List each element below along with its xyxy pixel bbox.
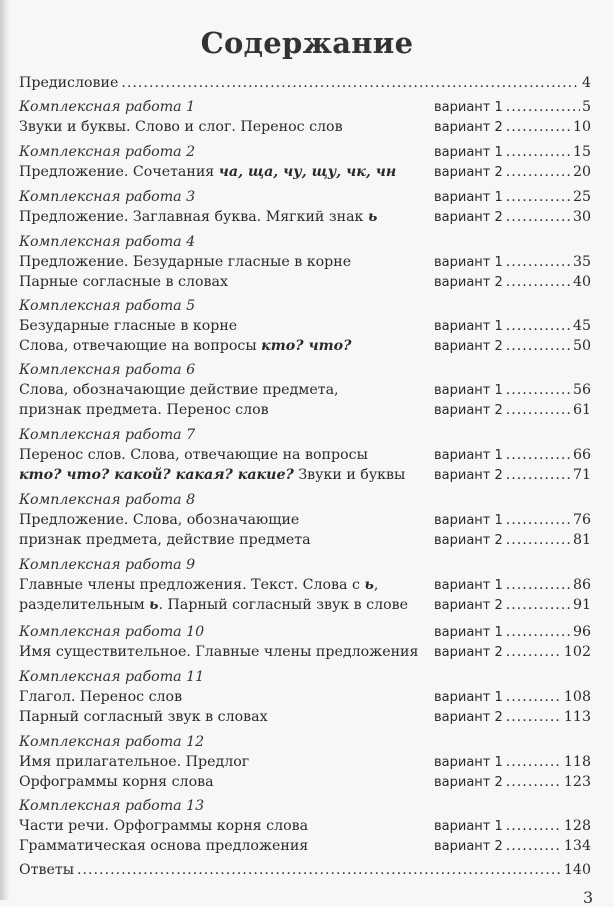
variant-page-ref[interactable] xyxy=(434,188,591,207)
toc-entry-page: 5 xyxy=(581,99,591,115)
toc-entry-page: 56 xyxy=(572,382,591,398)
toc-entry-page: 134 xyxy=(563,838,591,854)
variant-label: вариант 1 xyxy=(434,100,503,115)
variant-page-ref[interactable] xyxy=(434,466,591,485)
topic-text: . Парный согласный звук в слове xyxy=(158,597,409,613)
toc-entry-page: 113 xyxy=(563,709,591,725)
toc-work-heading[interactable] xyxy=(19,233,591,252)
toc-entry-line[interactable] xyxy=(19,837,591,856)
variant-label: вариант 2 xyxy=(434,120,503,135)
toc-entry-page: 10 xyxy=(572,119,591,135)
toc-entry-line[interactable] xyxy=(19,337,591,356)
leader-dots xyxy=(506,446,571,465)
toc-entry-line[interactable] xyxy=(19,511,591,530)
variant-page-ref[interactable] xyxy=(434,163,591,182)
variant-label: вариант 1 xyxy=(434,190,503,205)
toc-entry-page: 71 xyxy=(572,467,591,483)
toc-entry-topic xyxy=(19,337,351,356)
toc-entry-line[interactable] xyxy=(19,643,591,662)
variant-page-ref[interactable] xyxy=(434,688,591,707)
leader-dots xyxy=(506,466,571,485)
topic-text: Перенос слов. Слова, отвечающие на вопросы xyxy=(19,447,368,463)
topic-text: Звуки и буквы xyxy=(293,467,406,483)
leader-dots xyxy=(77,861,562,880)
toc-entry-topic xyxy=(19,643,418,662)
variant-label: вариант 1 xyxy=(434,255,503,270)
toc-work-heading[interactable] xyxy=(19,668,591,687)
variant-page-ref[interactable] xyxy=(434,253,591,272)
variant-label: вариант 2 xyxy=(434,645,503,660)
variant-label: вариант 2 xyxy=(434,598,503,613)
variant-label: вариант 2 xyxy=(434,339,503,354)
variant-label: вариант 1 xyxy=(434,383,503,398)
leader-dots xyxy=(506,643,562,662)
toc-entry-page: 96 xyxy=(572,624,591,640)
page-number: 3 xyxy=(583,888,594,907)
work-heading-label: Комплексная работа 8 xyxy=(19,492,196,508)
topic-text: Части речи. Орфограммы корня слова xyxy=(19,818,309,834)
topic-text: Предложение. Сочетания xyxy=(19,164,219,180)
toc-entry-page: 25 xyxy=(572,189,591,205)
toc-entry-page: 45 xyxy=(572,318,591,334)
toc-entry-topic xyxy=(19,273,228,292)
toc-entry-page: 118 xyxy=(563,754,591,770)
toc-entry-line[interactable] xyxy=(19,773,591,792)
toc-entry-page: 86 xyxy=(572,577,591,593)
toc-entry-line[interactable] xyxy=(19,118,591,137)
toc-entry-page: 66 xyxy=(572,447,591,463)
toc-work-heading[interactable] xyxy=(19,361,591,380)
emphasized-text: кто? что? xyxy=(261,338,352,354)
toc-work-heading[interactable] xyxy=(19,491,591,510)
leader-dots xyxy=(506,253,571,272)
emphasized-text: кто? что? какой? какая? какие? xyxy=(19,467,294,483)
topic-text: Слова, отвечающие на вопросы xyxy=(19,338,262,354)
variant-label: вариант 1 xyxy=(434,145,503,160)
variant-page-ref[interactable] xyxy=(434,208,591,227)
toc-entry-line[interactable] xyxy=(19,596,591,615)
toc-entry-line[interactable] xyxy=(19,381,591,400)
leader-dots xyxy=(506,381,571,400)
work-heading-label: Комплексная работа 4 xyxy=(19,234,196,250)
topic-text: Имя существительное. Главные члены предложения xyxy=(19,644,419,660)
toc-entry-page: 123 xyxy=(563,774,591,790)
toc-entry-topic xyxy=(19,708,268,727)
leader-dots xyxy=(506,98,580,117)
variant-label: вариант 1 xyxy=(434,755,503,770)
toc-entry-topic xyxy=(19,253,351,272)
toc-entry-label: Предисловие xyxy=(19,75,119,91)
toc-entry-page: 61 xyxy=(572,402,591,418)
variant-page-ref[interactable] xyxy=(434,817,591,836)
topic-text: Орфограммы корня слова xyxy=(19,774,214,790)
work-heading-label: Комплексная работа 12 xyxy=(19,734,205,750)
leader-dots xyxy=(506,317,571,336)
variant-label: вариант 2 xyxy=(434,533,503,548)
toc-entry-line[interactable] xyxy=(19,317,591,336)
variant-page-ref[interactable] xyxy=(434,401,591,420)
topic-text: Предложение. Слова, обозначающие xyxy=(19,512,300,528)
toc-entry-topic xyxy=(19,688,182,707)
toc-entry-line[interactable] xyxy=(19,273,591,292)
leader-dots xyxy=(506,817,562,836)
leader-dots xyxy=(506,623,571,642)
toc-work-heading[interactable] xyxy=(19,98,591,117)
variant-label: вариант 2 xyxy=(434,165,503,180)
toc-entry-line[interactable] xyxy=(19,753,591,772)
leader-dots xyxy=(506,753,562,772)
toc-entry-topic xyxy=(19,163,396,182)
variant-label: вариант 2 xyxy=(434,275,503,290)
variant-page-ref[interactable] xyxy=(434,753,591,772)
toc-entry-line[interactable] xyxy=(19,466,591,485)
toc-entry-topic xyxy=(19,401,269,420)
leader-dots xyxy=(506,337,571,356)
variant-label: вариант 1 xyxy=(434,319,503,334)
variant-page-ref[interactable] xyxy=(434,623,591,642)
variant-page-ref[interactable] xyxy=(434,446,591,465)
topic-text: Имя прилагательное. Предлог xyxy=(19,754,250,770)
toc-entry-line[interactable] xyxy=(19,401,591,420)
topic-text: Слова, обозначающие действие предмета, xyxy=(19,382,339,398)
toc-entry-topic xyxy=(19,531,311,550)
topic-text: Главные члены предложения. Текст. Слова с xyxy=(19,577,365,593)
toc-entry-topic xyxy=(19,466,405,485)
toc-entry-topic xyxy=(19,773,214,792)
toc-entry-preface[interactable] xyxy=(19,74,591,93)
topic-text: , xyxy=(373,577,379,593)
leader-dots xyxy=(506,531,571,550)
toc-entry-page: 76 xyxy=(572,512,591,528)
toc-entry-line[interactable] xyxy=(19,708,591,727)
leader-dots xyxy=(121,74,580,93)
toc-work-heading[interactable] xyxy=(19,733,591,752)
work-heading-label: Комплексная работа 10 xyxy=(19,624,205,640)
toc-entry-topic xyxy=(19,576,378,595)
topic-text: Предложение. Безударные гласные в корне xyxy=(19,254,352,270)
work-heading-label: Комплексная работа 2 xyxy=(19,144,196,160)
toc-entry-topic xyxy=(19,317,237,336)
toc-entry-page: 102 xyxy=(563,644,591,660)
toc-entry-page: 50 xyxy=(572,338,591,354)
variant-page-ref[interactable] xyxy=(434,381,591,400)
toc-entry-line[interactable] xyxy=(19,208,591,227)
variant-page-ref[interactable] xyxy=(434,118,591,137)
leader-dots xyxy=(506,143,571,162)
work-heading-label: Комплексная работа 7 xyxy=(19,427,196,443)
leader-dots xyxy=(506,273,571,292)
variant-page-ref[interactable] xyxy=(434,643,591,662)
variant-page-ref[interactable] xyxy=(434,531,591,550)
toc-entry-label: Ответы xyxy=(19,862,75,878)
work-heading-label: Комплексная работа 1 xyxy=(19,99,196,115)
leader-dots xyxy=(506,576,571,595)
emphasized-text: ь xyxy=(364,577,374,593)
work-heading-label: Комплексная работа 3 xyxy=(19,189,196,205)
leader-dots xyxy=(506,163,571,182)
work-heading-label: Комплексная работа 5 xyxy=(19,298,196,314)
toc-entry-topic xyxy=(19,118,343,137)
variant-label: вариант 2 xyxy=(434,775,503,790)
toc-entry-line[interactable] xyxy=(19,531,591,550)
variant-page-ref[interactable] xyxy=(434,98,591,117)
work-heading-label: Комплексная работа 11 xyxy=(19,669,205,685)
work-heading-label: Комплексная работа 9 xyxy=(19,557,196,573)
variant-label: вариант 1 xyxy=(434,448,503,463)
toc-entry-topic xyxy=(19,511,299,530)
leader-dots xyxy=(506,837,562,856)
leader-dots xyxy=(506,773,562,792)
topic-text: Безударные гласные в корне xyxy=(19,318,238,334)
toc-entry-page: 4 xyxy=(581,75,591,91)
variant-page-ref[interactable] xyxy=(434,511,591,530)
topic-text: Парный согласный звук в словах xyxy=(19,709,268,725)
variant-label: вариант 2 xyxy=(434,403,503,418)
toc-work-heading[interactable] xyxy=(19,556,591,575)
toc-entry-page: 91 xyxy=(572,597,591,613)
toc-work-heading[interactable] xyxy=(19,188,591,207)
variant-page-ref[interactable] xyxy=(434,337,591,356)
toc-entry-topic xyxy=(19,381,339,400)
variant-label: вариант 1 xyxy=(434,513,503,528)
variant-label: вариант 2 xyxy=(434,710,503,725)
variant-page-ref[interactable] xyxy=(434,576,591,595)
toc-entry-line[interactable] xyxy=(19,817,591,836)
variant-label: вариант 2 xyxy=(434,839,503,854)
toc-work-heading[interactable] xyxy=(19,623,591,642)
topic-text: разделительным xyxy=(19,597,150,613)
variant-page-ref[interactable] xyxy=(434,773,591,792)
variant-page-ref[interactable] xyxy=(434,708,591,727)
toc-entry-topic xyxy=(19,837,308,856)
toc-entry-page: 140 xyxy=(563,862,591,878)
variant-page-ref[interactable] xyxy=(434,596,591,615)
topic-text: Парные согласные в словах xyxy=(19,274,229,290)
topic-text: Предложение. Заглавная буква. Мягкий знак xyxy=(19,209,368,225)
toc-work-heading[interactable] xyxy=(19,297,591,316)
leader-dots xyxy=(506,208,571,227)
toc-entry-page: 30 xyxy=(572,209,591,225)
page-title: Содержание xyxy=(200,26,414,60)
toc-entry-page: 40 xyxy=(572,274,591,290)
leader-dots xyxy=(506,188,571,207)
variant-label: вариант 2 xyxy=(434,468,503,483)
variant-page-ref[interactable] xyxy=(434,273,591,292)
emphasized-text: ь xyxy=(367,209,378,225)
toc-entry-topic xyxy=(19,753,249,772)
toc-work-heading[interactable] xyxy=(19,143,591,162)
variant-label: вариант 1 xyxy=(434,819,503,834)
topic-text: Грамматическая основа предложения xyxy=(19,838,309,854)
variant-page-ref[interactable] xyxy=(434,143,591,162)
variant-label: вариант 1 xyxy=(434,578,503,593)
topic-text: Звуки и буквы. Слово и слог. Перенос слов xyxy=(19,119,343,135)
toc-entry-page: 108 xyxy=(563,689,591,705)
work-heading-label: Комплексная работа 13 xyxy=(19,798,205,814)
emphasized-text: ча, ща, чу, щу, чк, чн xyxy=(218,164,397,180)
toc-entry-page: 35 xyxy=(572,254,591,270)
toc-entry-page: 20 xyxy=(572,164,591,180)
leader-dots xyxy=(506,401,571,420)
toc-entry-line[interactable] xyxy=(19,163,591,182)
variant-label: вариант 1 xyxy=(434,690,503,705)
leader-dots xyxy=(506,688,562,707)
leader-dots xyxy=(506,511,571,530)
toc-entry-topic xyxy=(19,208,377,227)
leader-dots xyxy=(506,596,571,615)
toc-entry-topic xyxy=(19,817,308,836)
variant-label: вариант 2 xyxy=(434,210,503,225)
toc-entry-topic xyxy=(19,446,368,465)
book-binding-shadow xyxy=(0,0,10,900)
variant-page-ref[interactable] xyxy=(434,837,591,856)
toc-entry-topic xyxy=(19,596,408,615)
toc-entry-page: 81 xyxy=(572,532,591,548)
variant-page-ref[interactable] xyxy=(434,317,591,336)
toc-entry-line[interactable] xyxy=(19,576,591,595)
leader-dots xyxy=(506,118,571,137)
toc-entry-answers[interactable] xyxy=(19,861,591,880)
toc-entry-page: 15 xyxy=(572,144,591,160)
work-heading-label: Комплексная работа 6 xyxy=(19,362,196,378)
topic-text: Глагол. Перенос слов xyxy=(19,689,183,705)
emphasized-text: ь xyxy=(149,597,159,613)
toc-entry-line[interactable] xyxy=(19,688,591,707)
leader-dots xyxy=(506,708,562,727)
toc-work-heading[interactable] xyxy=(19,426,591,445)
variant-label: вариант 1 xyxy=(434,625,503,640)
toc-entry-line[interactable] xyxy=(19,446,591,465)
toc-entry-page: 128 xyxy=(563,818,591,834)
topic-text: признак предмета. Перенос слов xyxy=(19,402,269,418)
toc-entry-line[interactable] xyxy=(19,253,591,272)
toc-work-heading[interactable] xyxy=(19,797,591,816)
topic-text: признак предмета, действие предмета xyxy=(19,532,311,548)
